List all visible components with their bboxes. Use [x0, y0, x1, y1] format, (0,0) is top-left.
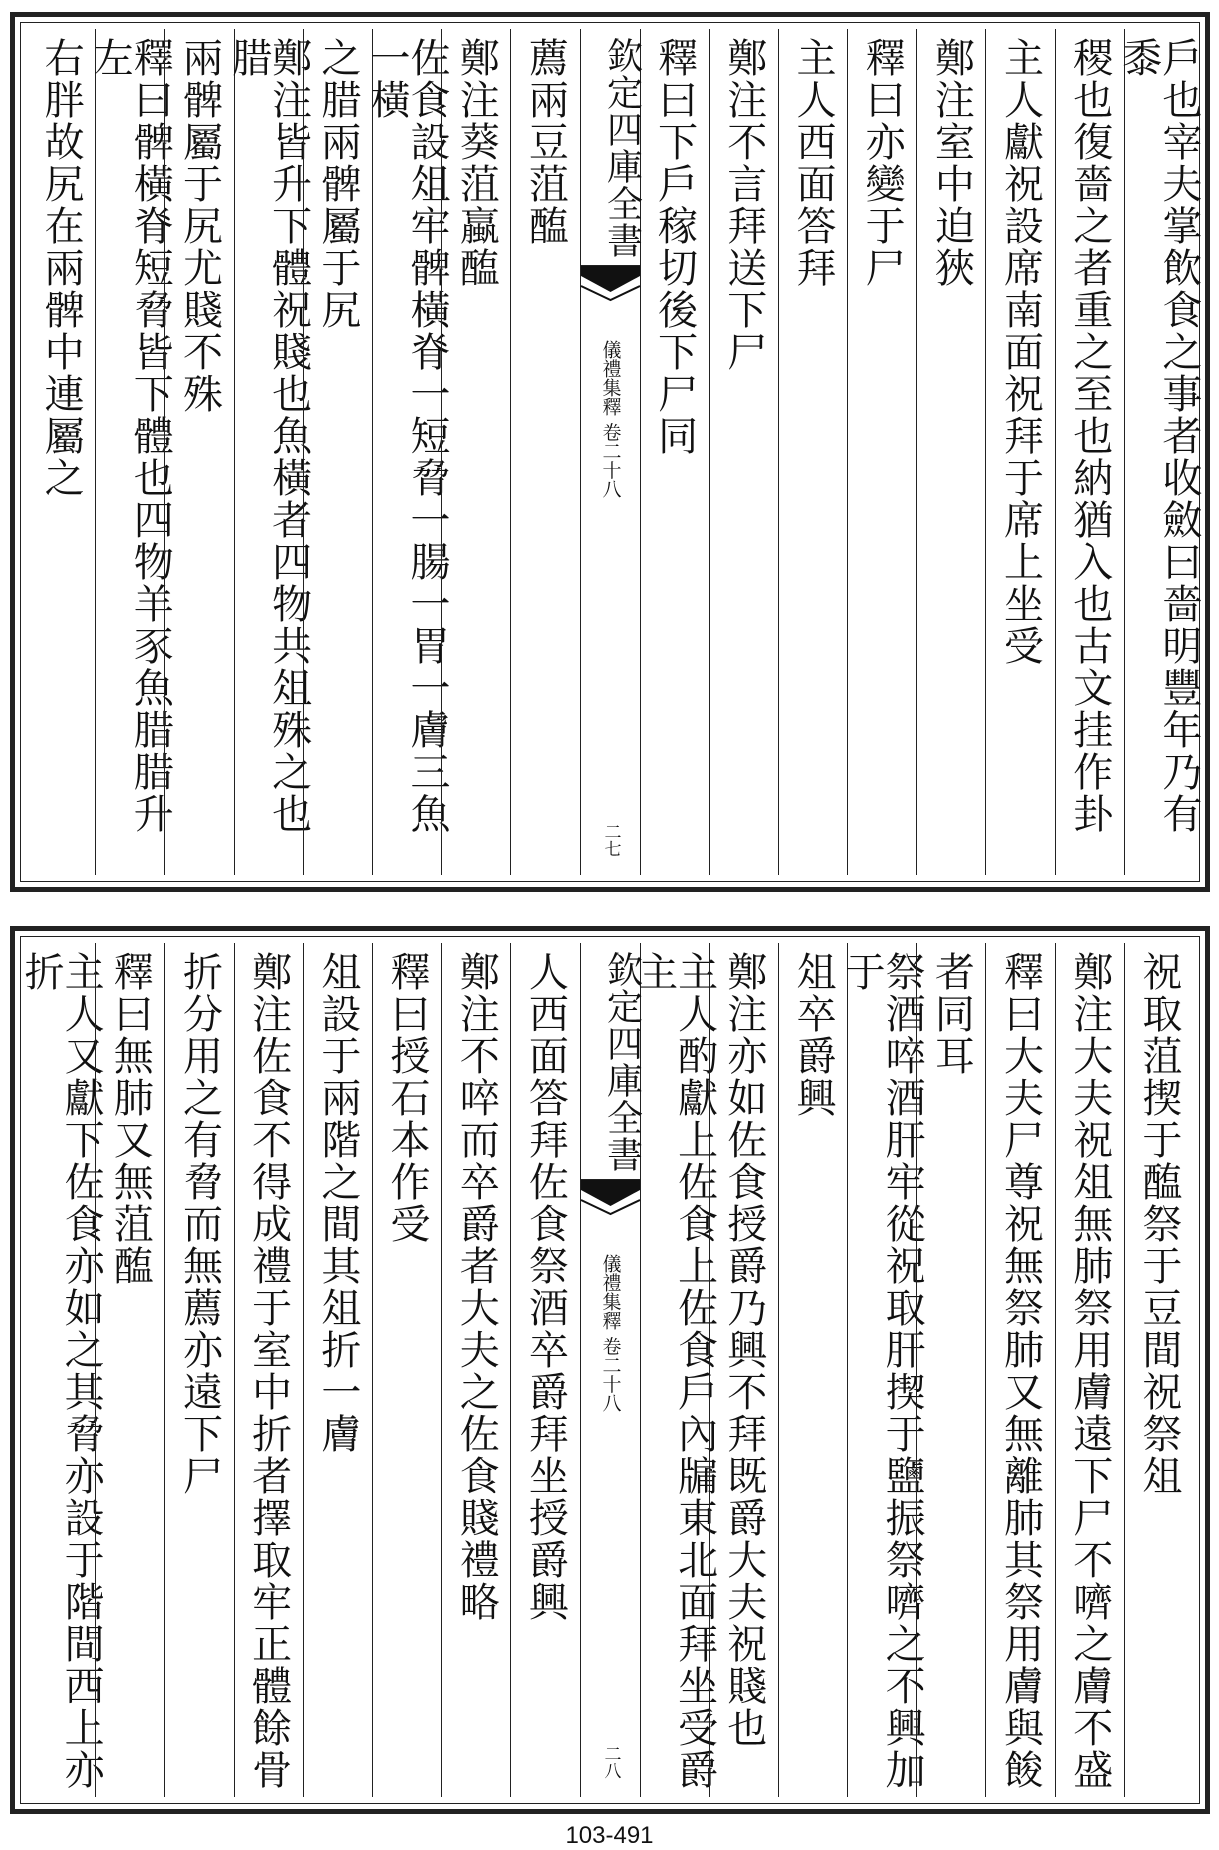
page-top [10, 12, 1210, 892]
column-text: 俎設于兩階之間其俎折一膚 [314, 951, 361, 1455]
text-column [709, 29, 778, 875]
spine-title: 欽定四庫全書 [581, 951, 640, 1180]
column-text: 俎卒爵興 [789, 951, 836, 1119]
column-text: 祭酒啐酒肝牢從祝取肝揳于鹽振祭嚌之不興加于 [839, 951, 926, 1791]
text-column [778, 943, 847, 1797]
column-text: 釋曰髀橫脊短脅皆下體也四物羊豕魚腊腊升左 [87, 37, 174, 835]
text-columns-top [27, 29, 1202, 875]
column-text: 釋曰授石本作受 [384, 951, 431, 1245]
text-column [985, 943, 1054, 1797]
column-text: 鄭注佐食不得成禮于室中折者擇取牢正體餘骨 [245, 951, 292, 1791]
text-column [847, 29, 916, 875]
text-column [916, 29, 985, 875]
column-text: 鄭注不啐而卒爵者大夫之佐食賤禮略 [453, 951, 500, 1623]
text-column [18, 943, 105, 1797]
column-text: 右胖故尻在兩髀中連屬之 [38, 37, 85, 499]
text-column [1124, 943, 1193, 1797]
spine-book-title: 儀禮集釋 卷二十八 [599, 340, 622, 499]
text-column [95, 943, 164, 1797]
column-text: 主人又獻下佐食亦如之其脅亦設于階間西上亦折 [18, 951, 105, 1791]
column-text: 兩髀屬于尻尤賤不殊 [176, 37, 223, 415]
text-column [372, 943, 441, 1797]
text-column [303, 29, 372, 875]
column-text: 之腊兩髀屬于尻 [314, 37, 361, 331]
spine-page-number: 二八 [600, 1745, 621, 1779]
fishtail-mark-icon [581, 266, 640, 300]
text-column [364, 29, 451, 875]
column-text: 鄭注葵菹蠃醢 [453, 37, 500, 289]
fishtail-mark-icon [581, 1180, 640, 1214]
column-text: 佐食設俎牢髀橫脊一短脅一腸一胃一膚三魚一橫 [364, 37, 451, 835]
column-text: 主人西面答拜 [789, 37, 836, 289]
column-text: 鄭注大夫祝俎無肺祭用膚遠下尸不嚌之膚不盛 [1066, 951, 1113, 1791]
text-column [1055, 29, 1124, 875]
text-column [303, 943, 372, 1797]
text-column [709, 943, 778, 1797]
text-column [631, 943, 718, 1797]
text-column [778, 29, 847, 875]
column-text: 釋曰下戶稼切後下尸同 [651, 37, 698, 457]
column-text: 鄭注不言拜送下尸 [720, 37, 767, 373]
text-column [441, 943, 510, 1797]
column-text: 釋曰亦變于尸 [859, 37, 906, 289]
column-text: 鄭注亦如佐食授爵乃興不拜既爵大夫祝賤也 [720, 951, 767, 1749]
text-columns-bottom [18, 943, 1193, 1797]
text-column [164, 29, 233, 875]
column-text: 主人酌獻上佐食上佐食戶內牖東北面拜坐受爵主 [631, 951, 718, 1791]
text-column [916, 943, 985, 1797]
text-column [234, 943, 303, 1797]
column-text: 釋曰無肺又無菹醢 [107, 951, 154, 1287]
page-footer-number: 103-491 [565, 1822, 654, 1849]
text-column [510, 29, 579, 875]
column-text: 祝取菹揳于醢祭于豆間祝祭俎 [1135, 951, 1182, 1497]
spine-page-number: 二七 [600, 823, 621, 857]
page-bottom [10, 926, 1210, 1814]
column-text: 折分用之有脅而無薦亦遠下尸 [176, 951, 223, 1497]
text-column [640, 29, 709, 875]
column-text: 稷也復嗇之者重之至也納猶入也古文挂作卦 [1066, 37, 1113, 835]
text-column [985, 29, 1054, 875]
column-text: 薦兩豆菹醢 [522, 37, 569, 247]
column-text: 鄭注皆升下體祝賤也魚橫者四物共俎殊之也腊 [225, 37, 312, 835]
text-column [87, 29, 174, 875]
text-column [164, 943, 233, 1797]
text-column [441, 29, 510, 875]
column-text: 戶也宰夫掌飲食之事者收斂曰嗇明豐年乃有黍 [1115, 37, 1202, 835]
text-column [510, 943, 579, 1797]
center-spine [580, 29, 643, 875]
center-spine [580, 943, 643, 1797]
spine-title: 欽定四庫全書 [581, 37, 640, 266]
column-text: 者同耳 [928, 951, 975, 1077]
column-text: 人西面答拜佐食祭酒卒爵拜坐授爵興 [522, 951, 569, 1623]
text-column [27, 29, 95, 875]
text-column [1055, 943, 1124, 1797]
text-column [839, 943, 926, 1797]
text-column [1115, 29, 1202, 875]
text-column [225, 29, 312, 875]
column-text: 鄭注室中迫狹 [928, 37, 975, 289]
column-text: 主人獻祝設席南面祝拜于席上坐受 [997, 37, 1044, 667]
column-text: 釋曰大夫尸尊祝無祭肺又無離肺其祭用膚與餕 [997, 951, 1044, 1791]
spine-book-title: 儀禮集釋 卷二十八 [599, 1254, 622, 1413]
